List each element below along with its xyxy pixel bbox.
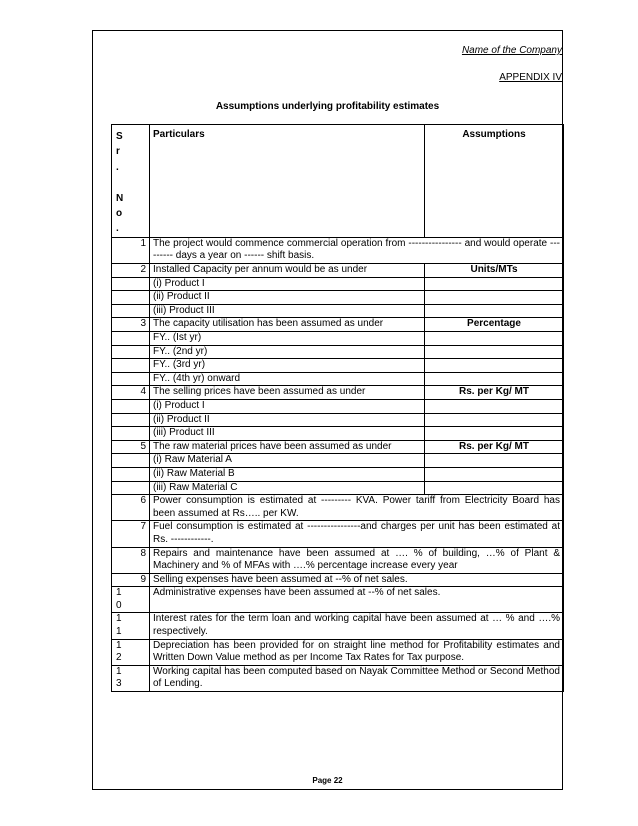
assumption-cell <box>425 332 564 346</box>
table-row <box>112 291 564 305</box>
assumptions-table <box>111 124 564 692</box>
table-row <box>112 332 564 346</box>
sr-no-cell <box>112 413 150 427</box>
table-row <box>112 481 564 495</box>
sr-no-cell: 1 <box>112 237 150 263</box>
particulars-cell: Selling expenses have been assumed at --% of net sales. <box>150 573 564 587</box>
table-row <box>112 454 564 468</box>
sr-no-cell <box>112 372 150 386</box>
sr-no-cell <box>112 277 150 291</box>
table-row <box>112 573 564 587</box>
particulars-cell: Administrative expenses have been assumed at --% of net sales. <box>150 587 564 613</box>
table-row <box>112 427 564 441</box>
particulars-cell: (i) Raw Material A <box>150 454 425 468</box>
assumption-cell <box>425 481 564 495</box>
assumption-cell <box>425 304 564 318</box>
sr-no-cell <box>112 332 150 346</box>
assumption-cell <box>425 359 564 373</box>
particulars-cell: (i) Product I <box>150 399 425 413</box>
assumption-cell: Rs. per Kg/ MT <box>425 440 564 454</box>
sr-no-cell <box>112 454 150 468</box>
particulars-cell: (iii) Product III <box>150 427 425 441</box>
table-row <box>112 318 564 332</box>
sr-no-header: S r . N o . <box>112 125 150 238</box>
assumption-cell <box>425 277 564 291</box>
assumption-cell <box>425 413 564 427</box>
sr-no-cell: 8 <box>112 547 150 573</box>
particulars-cell: (iii) Product III <box>150 304 425 318</box>
sr-no-cell <box>112 399 150 413</box>
sr-no-cell <box>112 359 150 373</box>
appendix-label: APPENDIX IV <box>499 72 562 83</box>
particulars-header: Particulars <box>150 125 425 238</box>
sr-no-cell: 6 <box>112 495 150 521</box>
particulars-cell: Depreciation has been provided for on straight line method for Profitability estimates and Written Down Value method as per Income Tax Rates for Tax purpose. <box>150 639 564 665</box>
page-number: Page 22 <box>312 776 343 785</box>
particulars-cell: (ii) Product II <box>150 291 425 305</box>
assumption-cell <box>425 454 564 468</box>
sr-no-cell: 9 <box>112 573 150 587</box>
sr-no-cell: 1 2 <box>112 639 150 665</box>
sr-no-cell <box>112 427 150 441</box>
particulars-cell: FY.. (2nd yr) <box>150 345 425 359</box>
table-row <box>112 264 564 278</box>
table-row <box>112 665 564 691</box>
table-row <box>112 386 564 400</box>
particulars-cell: (ii) Product II <box>150 413 425 427</box>
sr-no-cell: 4 <box>112 386 150 400</box>
table-row <box>112 440 564 454</box>
sr-no-cell: 7 <box>112 521 150 547</box>
particulars-cell: The project would commence commercial operation from ---------------- and would operate --------- days a year on ------ shift basis. <box>150 237 564 263</box>
sr-no-cell: 1 1 <box>112 613 150 639</box>
sr-no-cell: 1 3 <box>112 665 150 691</box>
particulars-cell: (i) Product I <box>150 277 425 291</box>
particulars-cell: Fuel consumption is estimated at ----------------and charges per unit has been estimated at Rs. ------------. <box>150 521 564 547</box>
table-row <box>112 359 564 373</box>
table-row <box>112 467 564 481</box>
table-row <box>112 277 564 291</box>
table-row <box>112 399 564 413</box>
sr-no-cell: 1 0 <box>112 587 150 613</box>
table-row <box>112 587 564 613</box>
particulars-cell: (iii) Raw Material C <box>150 481 425 495</box>
assumption-cell: Percentage <box>425 318 564 332</box>
table-row <box>112 521 564 547</box>
particulars-cell: FY.. (3rd yr) <box>150 359 425 373</box>
particulars-cell: Installed Capacity per annum would be as under <box>150 264 425 278</box>
particulars-cell: FY.. (4th yr) onward <box>150 372 425 386</box>
sr-no-cell: 5 <box>112 440 150 454</box>
assumption-cell <box>425 291 564 305</box>
particulars-cell: The capacity utilisation has been assumed as under <box>150 318 425 332</box>
assumption-cell <box>425 345 564 359</box>
sr-no-cell: 3 <box>112 318 150 332</box>
sr-no-cell: 2 <box>112 264 150 278</box>
assumption-cell: Rs. per Kg/ MT <box>425 386 564 400</box>
table-row <box>112 413 564 427</box>
sr-no-cell <box>112 304 150 318</box>
sr-no-cell <box>112 345 150 359</box>
table-row <box>112 495 564 521</box>
sr-no-cell <box>112 481 150 495</box>
particulars-cell: FY.. (Ist yr) <box>150 332 425 346</box>
particulars-cell: Interest rates for the term loan and working capital have been assumed at … % and ….% respectively. <box>150 613 564 639</box>
assumption-cell: Units/MTs <box>425 264 564 278</box>
table-row <box>112 639 564 665</box>
particulars-cell: Working capital has been computed based on Nayak Committee Method or Second Method of Lending. <box>150 665 564 691</box>
particulars-cell: Power consumption is estimated at --------- KVA. Power tariff from Electricity Board has been assumed at Rs….. per KW. <box>150 495 564 521</box>
assumption-cell <box>425 399 564 413</box>
table-row <box>112 613 564 639</box>
sr-no-cell <box>112 291 150 305</box>
particulars-cell: Repairs and maintenance have been assumed at …. % of building, …% of Plant & Machinery and % of MFAs with ….% percentage increase every year <box>150 547 564 573</box>
assumption-cell <box>425 372 564 386</box>
sr-no-cell <box>112 467 150 481</box>
table-row <box>112 237 564 263</box>
assumption-cell <box>425 427 564 441</box>
table-row <box>112 304 564 318</box>
company-name: Name of the Company <box>461 45 562 56</box>
assumption-cell <box>425 467 564 481</box>
table-header-row <box>112 125 564 238</box>
particulars-cell: (ii) Raw Material B <box>150 467 425 481</box>
assumptions-header: Assumptions <box>425 125 564 238</box>
particulars-cell: The raw material prices have been assumed as under <box>150 440 425 454</box>
table-row <box>112 345 564 359</box>
table-row <box>112 547 564 573</box>
particulars-cell: The selling prices have been assumed as under <box>150 386 425 400</box>
table-row <box>112 372 564 386</box>
page-title: Assumptions underlying profitability estimates <box>215 101 440 112</box>
